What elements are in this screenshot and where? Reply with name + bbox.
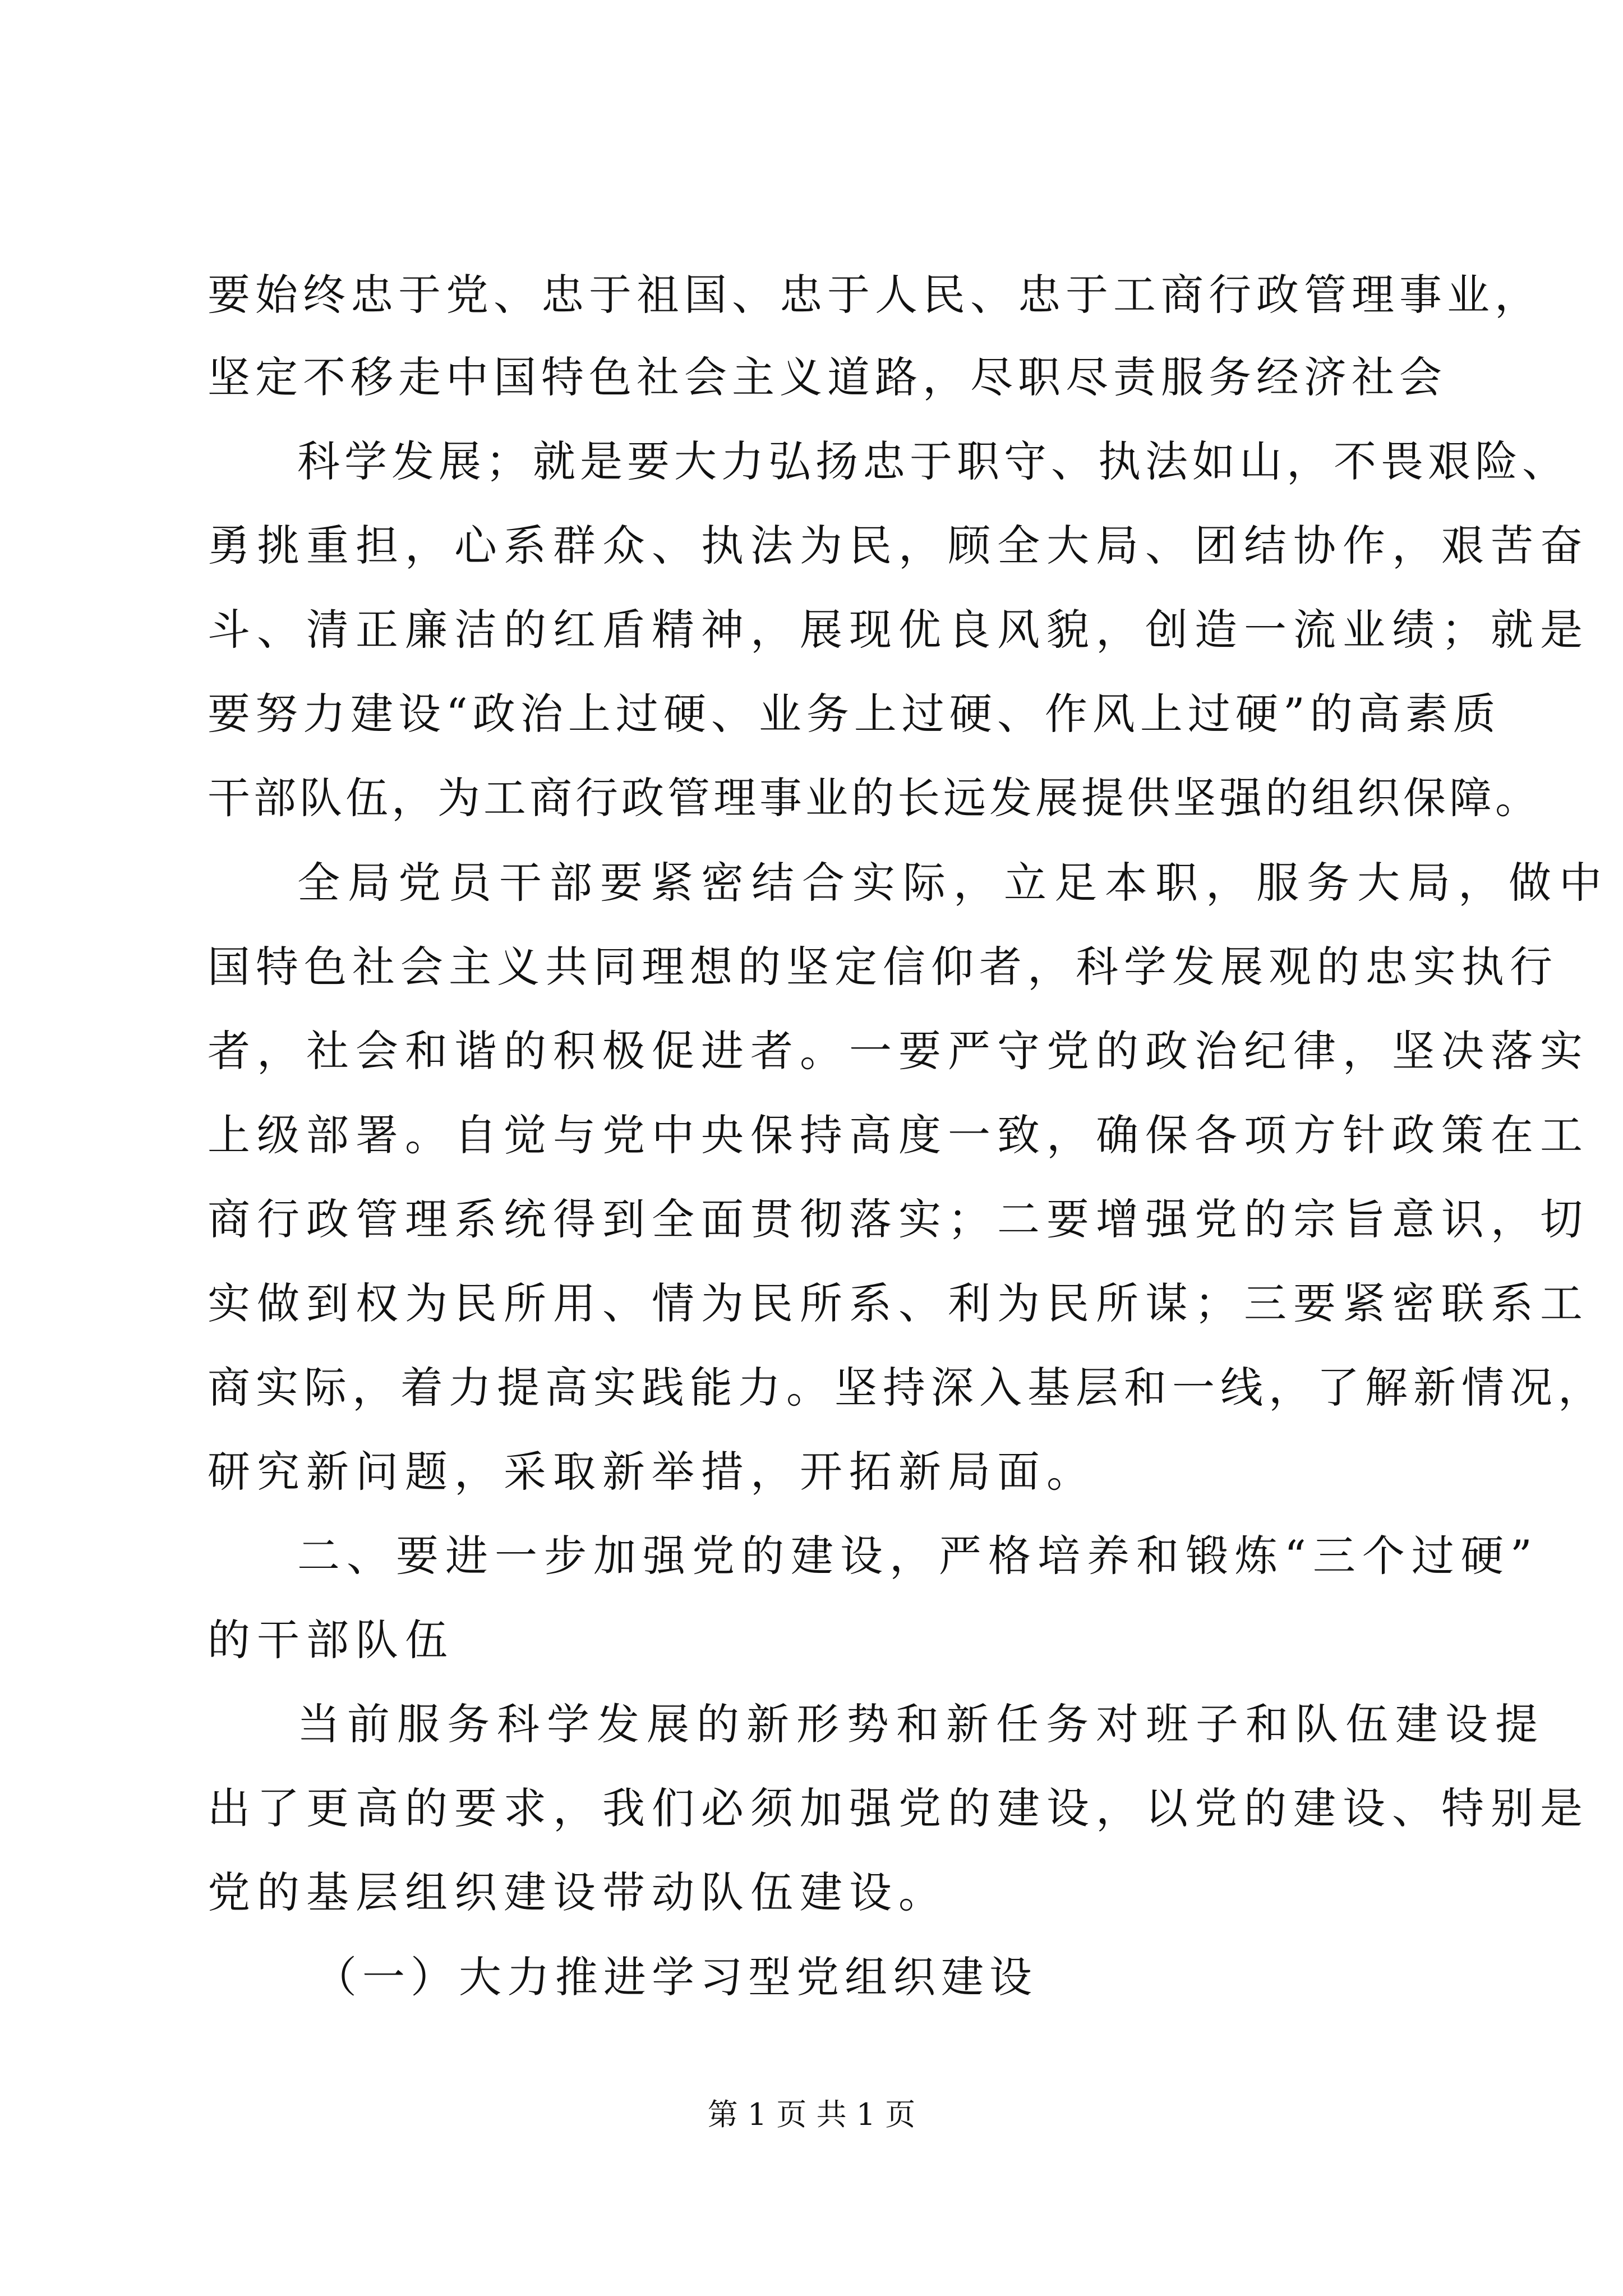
text-line-12: 商行政管理系统得到全面贯彻落实；二要增强党的宗旨意识，切	[208, 1194, 1589, 1244]
text-line-1: 要始终忠于党、忠于祖国、忠于人民、忠于工商行政管理事业，	[208, 270, 1542, 320]
text-line-2: 坚定不移走中国特色社会主义道路，尽职尽责服务经济社会	[208, 352, 1447, 402]
text-line-5: 斗、清正廉洁的红盾精神，展现优良风貌，创造一流业绩；就是	[208, 605, 1589, 655]
section-heading-line-2: 的干部队伍	[208, 1615, 454, 1665]
text-line-9: 国特色社会主义共同理想的坚定信仰者，科学发展观的忠实执行	[208, 942, 1558, 992]
text-line-3: 科学发展；就是要大力弘扬忠于职守、执法如山，不畏艰险、	[297, 436, 1569, 486]
text-line-18: 当前服务科学发展的新形势和新任务对班子和队伍建设提	[297, 1699, 1545, 1749]
text-line-4: 勇挑重担，心系群众、执法为民，顾全大局、团结协作，艰苦奋	[208, 521, 1589, 570]
page-footer: 第 1 页 共 1 页	[707, 2097, 916, 2132]
text-line-20: 党的基层组织建设带动队伍建设。	[208, 1867, 948, 1917]
text-line-6: 要努力建设“政治上过硬、业务上过硬、作风上过硬”的高素质	[208, 689, 1501, 739]
text-line-15: 研究新问题，采取新举措，开拓新局面。	[208, 1447, 1096, 1497]
text-line-19: 出了更高的要求，我们必须加强党的建设，以党的建设、特别是	[208, 1783, 1589, 1833]
text-line-8: 全局党员干部要紧密结合实际，立足本职，服务大局，做中	[297, 858, 1610, 908]
section-heading-line-1: 二、要进一步加强党的建设，严格培养和锻炼“三个过硬”	[297, 1531, 1539, 1581]
text-line-13: 实做到权为民所用、情为民所系、利为民所谋；三要紧密联系工	[208, 1278, 1589, 1328]
text-line-7: 干部队伍，为工商行政管理事业的长远发展提供坚强的组织保障。	[208, 773, 1541, 823]
text-line-14: 商实际，着力提高实践能力。坚持深入基层和一线，了解新情况，	[208, 1363, 1606, 1412]
subsection-heading: （一）大力推进学习型党组织建设	[314, 1952, 1038, 2002]
text-line-10: 者，社会和谐的积极促进者。一要严守党的政治纪律，坚决落实	[208, 1026, 1589, 1076]
text-line-11: 上级部署。自觉与党中央保持高度一致，确保各项方针政策在工	[208, 1110, 1589, 1160]
